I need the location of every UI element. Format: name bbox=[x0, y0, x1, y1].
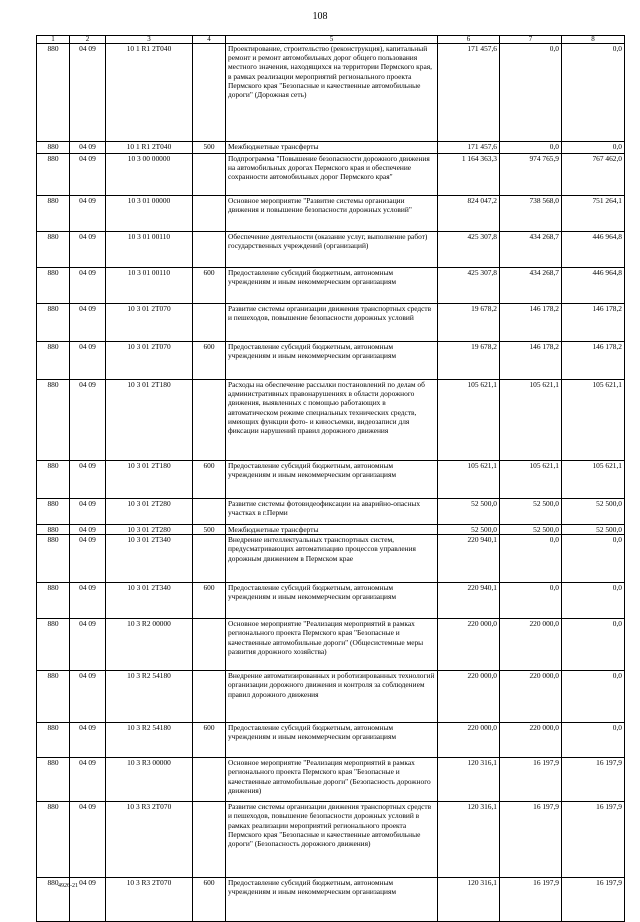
grbs-code-cell: 880 bbox=[37, 619, 70, 671]
amount-year-3-cell: 0,0 bbox=[562, 619, 625, 671]
amount-year-2-cell: 0,0 bbox=[500, 583, 562, 619]
section-code-cell: 04 09 bbox=[70, 535, 106, 583]
item-name-cell: Предоставление субсидий бюджетным, автономным учреждениям и иным некоммерческим организациям bbox=[226, 342, 438, 380]
grbs-code-cell: 880 bbox=[37, 878, 70, 922]
amount-year-1-cell: 220 940,1 bbox=[438, 583, 500, 619]
header-cell: 3 bbox=[106, 36, 193, 44]
amount-year-2-cell: 52 500,0 bbox=[500, 525, 562, 535]
section-code-cell: 04 09 bbox=[70, 671, 106, 723]
header-cell: 2 bbox=[70, 36, 106, 44]
amount-year-3-cell: 751 264,1 bbox=[562, 196, 625, 232]
amount-year-3-cell: 446 964,8 bbox=[562, 232, 625, 268]
table-row bbox=[37, 499, 625, 525]
expense-type-cell bbox=[193, 154, 226, 196]
item-name-cell: Подпрограмма "Повышение безопасности дорожного движения на автомобильных дорогах Пермского края и обеспечение сохранности автомобильных дорог Пермского края" bbox=[226, 154, 438, 196]
amount-year-1-cell: 19 678,2 bbox=[438, 304, 500, 342]
expense-type-cell bbox=[193, 196, 226, 232]
expense-type-cell: 500 bbox=[193, 142, 226, 154]
target-article-cell: 10 3 R3 00000 bbox=[106, 758, 193, 802]
header-cell: 8 bbox=[562, 36, 625, 44]
grbs-code-cell: 880 bbox=[37, 525, 70, 535]
amount-year-3-cell: 146 178,2 bbox=[562, 342, 625, 380]
item-name-cell: Развитие системы организации движения транспортных средств и пешеходов, повышение безопасности дорожных условий в рамках реализации мероприятий регионального проекта Пермского края "Безопасные и качественные автомобильные дороги" (Безопасность дорожного движения) bbox=[226, 802, 438, 878]
expense-type-cell: 600 bbox=[193, 268, 226, 304]
target-article-cell: 10 3 01 2T070 bbox=[106, 304, 193, 342]
expense-type-cell: 600 bbox=[193, 461, 226, 499]
section-code-cell: 04 09 bbox=[70, 232, 106, 268]
grbs-code-cell: 880 bbox=[37, 380, 70, 461]
table-row bbox=[37, 723, 625, 758]
item-name-cell: Обеспечение деятельности (оказание услуг, выполнение работ) государственных учреждений (организаций) bbox=[226, 232, 438, 268]
table-row bbox=[37, 619, 625, 671]
header-cell: 4 bbox=[193, 36, 226, 44]
item-name-cell: Основное мероприятие "Реализация мероприятий в рамках регионального проекта Пермского края "Безопасные и качественные автомобильные дороги" (Общесистемные меры развития дорожного хозяйства) bbox=[226, 619, 438, 671]
amount-year-2-cell: 974 765,9 bbox=[500, 154, 562, 196]
target-article-cell: 10 3 01 2T070 bbox=[106, 342, 193, 380]
section-code-cell: 04 09 bbox=[70, 619, 106, 671]
table-row bbox=[37, 196, 625, 232]
target-article-cell: 10 3 01 2T180 bbox=[106, 380, 193, 461]
amount-year-1-cell: 425 307,8 bbox=[438, 232, 500, 268]
amount-year-3-cell: 0,0 bbox=[562, 723, 625, 758]
amount-year-1-cell: 52 500,0 bbox=[438, 525, 500, 535]
section-code-cell: 04 09 bbox=[70, 461, 106, 499]
amount-year-2-cell: 16 197,9 bbox=[500, 802, 562, 878]
section-code-cell: 04 09 bbox=[70, 723, 106, 758]
target-article-cell: 10 3 R2 54180 bbox=[106, 723, 193, 758]
expense-type-cell bbox=[193, 535, 226, 583]
item-name-cell: Предоставление субсидий бюджетным, автономным учреждениям и иным некоммерческим организациям bbox=[226, 461, 438, 499]
item-name-cell: Расходы на обеспечение рассылки постановлений по делам об административных правонарушениях в области дорожного движения, выявленных с помощью работающих в автоматическом режиме специальных технических средств, имеющих функции фото- и киносъемки, видеозаписи для фиксации нарушений правил дорожного движения bbox=[226, 380, 438, 461]
table-row bbox=[37, 154, 625, 196]
expense-type-cell bbox=[193, 802, 226, 878]
amount-year-1-cell: 171 457,6 bbox=[438, 142, 500, 154]
amount-year-3-cell: 16 197,9 bbox=[562, 878, 625, 922]
expense-type-cell bbox=[193, 619, 226, 671]
expense-type-cell bbox=[193, 304, 226, 342]
expense-type-cell: 600 bbox=[193, 583, 226, 619]
table-row bbox=[37, 671, 625, 723]
expense-type-cell bbox=[193, 44, 226, 142]
item-name-cell: Развитие системы организации движения транспортных средств и пешеходов, повышение безопасности дорожных условий bbox=[226, 304, 438, 342]
table-row bbox=[37, 878, 625, 922]
item-name-cell: Внедрение интеллектуальных транспортных систем, предусматривающих автоматизацию процессов управления дорожным движением в Пермском крае bbox=[226, 535, 438, 583]
amount-year-3-cell: 0,0 bbox=[562, 44, 625, 142]
grbs-code-cell: 880 bbox=[37, 671, 70, 723]
table-row bbox=[37, 342, 625, 380]
page-number: 108 bbox=[312, 11, 328, 22]
amount-year-3-cell: 16 197,9 bbox=[562, 758, 625, 802]
amount-year-1-cell: 220 000,0 bbox=[438, 723, 500, 758]
amount-year-1-cell: 171 457,6 bbox=[438, 44, 500, 142]
amount-year-1-cell: 220 000,0 bbox=[438, 671, 500, 723]
amount-year-1-cell: 425 307,8 bbox=[438, 268, 500, 304]
amount-year-1-cell: 120 316,1 bbox=[438, 878, 500, 922]
table-row bbox=[37, 268, 625, 304]
grbs-code-cell: 880 bbox=[37, 758, 70, 802]
table-row bbox=[37, 535, 625, 583]
amount-year-2-cell: 220 000,0 bbox=[500, 619, 562, 671]
target-article-cell: 10 3 R2 54180 bbox=[106, 671, 193, 723]
target-article-cell: 10 3 01 00110 bbox=[106, 232, 193, 268]
amount-year-2-cell: 16 197,9 bbox=[500, 878, 562, 922]
amount-year-1-cell: 105 621,1 bbox=[438, 461, 500, 499]
section-code-cell: 04 09 bbox=[70, 878, 106, 922]
section-code-cell: 04 09 bbox=[70, 758, 106, 802]
amount-year-3-cell: 0,0 bbox=[562, 535, 625, 583]
amount-year-2-cell: 738 568,0 bbox=[500, 196, 562, 232]
expense-type-cell bbox=[193, 499, 226, 525]
amount-year-2-cell: 434 268,7 bbox=[500, 232, 562, 268]
item-name-cell: Основное мероприятие "Реализация мероприятий в рамках регионального проекта Пермского края "Безопасные и качественные автомобильные дороги" (Безопасность дорожного движения) bbox=[226, 758, 438, 802]
amount-year-2-cell: 220 000,0 bbox=[500, 723, 562, 758]
grbs-code-cell: 880 bbox=[37, 499, 70, 525]
amount-year-3-cell: 446 964,8 bbox=[562, 268, 625, 304]
target-article-cell: 10 1 R1 2T040 bbox=[106, 44, 193, 142]
grbs-code-cell: 880 bbox=[37, 142, 70, 154]
target-article-cell: 10 3 01 2T280 bbox=[106, 525, 193, 535]
section-code-cell: 04 09 bbox=[70, 268, 106, 304]
amount-year-2-cell: 220 000,0 bbox=[500, 671, 562, 723]
grbs-code-cell: 880 bbox=[37, 723, 70, 758]
expense-type-cell: 600 bbox=[193, 723, 226, 758]
amount-year-1-cell: 220 000,0 bbox=[438, 619, 500, 671]
section-code-cell: 04 09 bbox=[70, 304, 106, 342]
item-name-cell: Межбюджетные трансферты bbox=[226, 142, 438, 154]
item-name-cell: Предоставление субсидий бюджетным, автономным учреждениям и иным некоммерческим организациям bbox=[226, 723, 438, 758]
item-name-cell: Предоставление субсидий бюджетным, автономным учреждениям и иным некоммерческим организациям bbox=[226, 583, 438, 619]
amount-year-3-cell: 767 462,0 bbox=[562, 154, 625, 196]
header-cell: 1 bbox=[37, 36, 70, 44]
grbs-code-cell: 880 bbox=[37, 583, 70, 619]
amount-year-3-cell: 52 500,0 bbox=[562, 499, 625, 525]
table-row bbox=[37, 525, 625, 535]
header-row bbox=[37, 36, 625, 44]
item-name-cell: Предоставление субсидий бюджетным, автономным учреждениям и иным некоммерческим организациям bbox=[226, 268, 438, 304]
item-name-cell: Предоставление субсидий бюджетным, автономным учреждениям и иным некоммерческим организациям bbox=[226, 878, 438, 922]
amount-year-2-cell: 146 178,2 bbox=[500, 342, 562, 380]
table-row bbox=[37, 380, 625, 461]
grbs-code-cell: 880 bbox=[37, 535, 70, 583]
grbs-code-cell: 880 bbox=[37, 44, 70, 142]
amount-year-1-cell: 120 316,1 bbox=[438, 758, 500, 802]
item-name-cell: Основное мероприятие "Развитие системы организации движения и повышение безопасности дорожных условий" bbox=[226, 196, 438, 232]
amount-year-3-cell: 16 197,9 bbox=[562, 802, 625, 878]
table-row bbox=[37, 461, 625, 499]
table-row bbox=[37, 802, 625, 878]
target-article-cell: 10 3 00 00000 bbox=[106, 154, 193, 196]
table-row bbox=[37, 583, 625, 619]
section-code-cell: 04 09 bbox=[70, 342, 106, 380]
section-code-cell: 04 09 bbox=[70, 525, 106, 535]
target-article-cell: 10 3 01 2T180 bbox=[106, 461, 193, 499]
amount-year-3-cell: 52 500,0 bbox=[562, 525, 625, 535]
target-article-cell: 10 3 R3 2T070 bbox=[106, 802, 193, 878]
item-name-cell: Межбюджетные трансферты bbox=[226, 525, 438, 535]
table-row bbox=[37, 758, 625, 802]
header-cell: 7 bbox=[500, 36, 562, 44]
expense-type-cell bbox=[193, 671, 226, 723]
target-article-cell: 10 3 R2 00000 bbox=[106, 619, 193, 671]
section-code-cell: 04 09 bbox=[70, 142, 106, 154]
expense-type-cell: 500 bbox=[193, 525, 226, 535]
target-article-cell: 10 3 01 00110 bbox=[106, 268, 193, 304]
amount-year-1-cell: 824 047,2 bbox=[438, 196, 500, 232]
grbs-code-cell: 880 bbox=[37, 154, 70, 196]
amount-year-2-cell: 0,0 bbox=[500, 44, 562, 142]
amount-year-2-cell: 16 197,9 bbox=[500, 758, 562, 802]
section-code-cell: 04 09 bbox=[70, 802, 106, 878]
amount-year-3-cell: 0,0 bbox=[562, 583, 625, 619]
item-name-cell: Проектирование, строительство (реконструкция), капитальный ремонт и ремонт автомобильных дорог общего пользования местного значения, находящихся на территории Пермского края, в рамках реализации мероприятий регионального проекта Пермского края "Безопасные и качественные автомобильные дороги" (Дорожная сеть) bbox=[226, 44, 438, 142]
amount-year-3-cell: 0,0 bbox=[562, 142, 625, 154]
target-article-cell: 10 3 01 00000 bbox=[106, 196, 193, 232]
grbs-code-cell: 880 bbox=[37, 268, 70, 304]
amount-year-3-cell: 105 621,1 bbox=[562, 380, 625, 461]
amount-year-3-cell: 146 178,2 bbox=[562, 304, 625, 342]
amount-year-1-cell: 19 678,2 bbox=[438, 342, 500, 380]
amount-year-1-cell: 1 164 363,3 bbox=[438, 154, 500, 196]
grbs-code-cell: 880 bbox=[37, 304, 70, 342]
amount-year-1-cell: 220 940,1 bbox=[438, 535, 500, 583]
amount-year-1-cell: 52 500,0 bbox=[438, 499, 500, 525]
item-name-cell: Развитие системы фотовидеофиксации на аварийно-опасных участках в г.Перми bbox=[226, 499, 438, 525]
amount-year-1-cell: 105 621,1 bbox=[438, 380, 500, 461]
expense-type-cell: 600 bbox=[193, 342, 226, 380]
section-code-cell: 04 09 bbox=[70, 154, 106, 196]
expense-type-cell bbox=[193, 758, 226, 802]
amount-year-2-cell: 0,0 bbox=[500, 142, 562, 154]
grbs-code-cell: 880 bbox=[37, 461, 70, 499]
amount-year-3-cell: 105 621,1 bbox=[562, 461, 625, 499]
header-cell: 6 bbox=[438, 36, 500, 44]
grbs-code-cell: 880 bbox=[37, 232, 70, 268]
amount-year-2-cell: 0,0 bbox=[500, 535, 562, 583]
grbs-code-cell: 880 bbox=[37, 802, 70, 878]
amount-year-2-cell: 52 500,0 bbox=[500, 499, 562, 525]
amount-year-2-cell: 105 621,1 bbox=[500, 461, 562, 499]
header-cell: 5 bbox=[226, 36, 438, 44]
section-code-cell: 04 09 bbox=[70, 196, 106, 232]
table-row bbox=[37, 44, 625, 142]
amount-year-3-cell: 0,0 bbox=[562, 671, 625, 723]
section-code-cell: 04 09 bbox=[70, 44, 106, 142]
grbs-code-cell: 880 bbox=[37, 196, 70, 232]
target-article-cell: 10 3 01 2T340 bbox=[106, 535, 193, 583]
section-code-cell: 04 09 bbox=[70, 583, 106, 619]
table-row bbox=[37, 304, 625, 342]
amount-year-2-cell: 434 268,7 bbox=[500, 268, 562, 304]
target-article-cell: 10 3 01 2T340 bbox=[106, 583, 193, 619]
target-article-cell: 10 3 R3 2T070 bbox=[106, 878, 193, 922]
amount-year-1-cell: 120 316,1 bbox=[438, 802, 500, 878]
document-code: 4926-21 bbox=[58, 883, 78, 889]
budget-table bbox=[36, 35, 625, 922]
grbs-code-cell: 880 bbox=[37, 342, 70, 380]
expense-type-cell bbox=[193, 232, 226, 268]
amount-year-2-cell: 146 178,2 bbox=[500, 304, 562, 342]
item-name-cell: Внедрение автоматизированных и роботизированных технологий организации дорожного движения и контроля за соблюдением правил дорожного движения bbox=[226, 671, 438, 723]
section-code-cell: 04 09 bbox=[70, 499, 106, 525]
target-article-cell: 10 3 01 2T280 bbox=[106, 499, 193, 525]
expense-type-cell bbox=[193, 380, 226, 461]
expense-type-cell: 600 bbox=[193, 878, 226, 922]
table-row bbox=[37, 142, 625, 154]
table-row bbox=[37, 232, 625, 268]
amount-year-2-cell: 105 621,1 bbox=[500, 380, 562, 461]
table-body bbox=[37, 44, 625, 922]
target-article-cell: 10 1 R1 2T040 bbox=[106, 142, 193, 154]
section-code-cell: 04 09 bbox=[70, 380, 106, 461]
